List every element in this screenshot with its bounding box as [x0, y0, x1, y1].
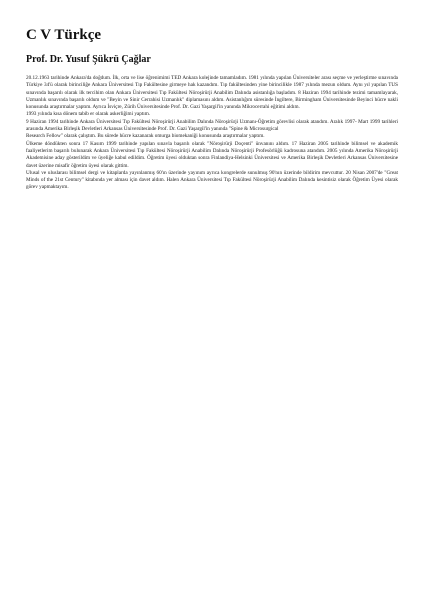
paragraph-research-fellow: Research Fellow" olarak çalıştım. Bu sürede hücre kazanarak omurga biomekaniği konusunda araştırmalar yaptım. — [26, 133, 265, 140]
page-title: C V Türkçe — [26, 27, 102, 43]
paragraph-appointment: 9 Haziran 1994 tarihinde Ankara Üniversitesi Tıp Fakültesi Nöroşirürji Anabilim Dalında Nöroşirürji Uzmanı-Öğretim görevlisi olarak atandım. Aralık 1997- Mart 1999 tarihleri arasında Amerika Birleşik Devletleri Arkansas Üniversitesinde Prof. Dr. Gazi Yaşargil'in yanında "Spine & Microsurgical — [26, 118, 398, 133]
author-name: Prof. Dr. Yusuf Şükrü Çağlar — [26, 54, 151, 65]
paragraph-career: Ülkeme döndükten sonra 17 Kasım 1999 tarihinde yapılan sınavla başarılı olarak "Nöroşirürji Doçenti" ünvanını aldım. 17 Haziran 2005 tarihinde bilimsel ve akademik faaliyetlerim başarılı bulunarak Ankara Üniversitesi Tıp Fakültesi Nöroşirürji Anabilim Dalında Nöroşirürji Profesörlüğü kadrosuna atandım. 2005 yılında Amerika Nöroşirürji Akademisine aday gösterildim ve üyeliğe kabul edildim. Öğretim üyesi olduktan sonra Finlandiya-Helsinki Üniversitesi ve Amerika Birleşik Devletleri Arkansas Üniversitesine davet üzerine misafir öğretim üyesi olarak gittim. — [26, 140, 398, 169]
document-body — [26, 75, 398, 192]
paragraph-education: 20.12.1963 tarihinde Ankara'da doğdum. İlk, orta ve lise öğrenimimi TED Ankara kolejinde tamamladım. 1981 yılında yapılan Üniversiteler arası seçme ve yerleştirme sınavında Türkiye 34'ü olarak birinciliğe Ankara Üniversitesi Tıp Fakültesine girmeye hak kazandım. Tıp fakültesinden yine birincilikle 1987 yılında mezun oldum. Aynı yıl yapılan TUS sınavında başarılı olarak ilk tercihim olan Ankara Üniversitesi Tıp Fakültesi Nöroşirürji Anabilim Dalında asistanlığa başladım. 8 Haziran 1994 tarihinde tezimi tamamlayarak, Uzmanlık sınavında başarılı oldum ve "Beyin ve Sinir Cerrahisi Uzmanlık" diplamasını aldım. Asistanlığım süresinde İngiltere, Birmingham Üniversitesinde Beyinci hücre nakli konusunda araştırmalar yaptım. Ayrıca İsviçre, Zürih Üniversitesinde Prof. Dr. Gazi Yaşargil'in yanında Mikrocerrahi eğitimi aldım. — [26, 75, 398, 111]
paragraph-military: 1993 yılında kısa dönem tabib er olarak askerliğimi yaptım. — [26, 111, 151, 118]
paragraph-publications: Ulusal ve uluslarası bilimsel dergi ve kitaplarda yayınlanmış 60'ın üzerinde yayınım ayrıca kongrelerde sunulmuş 90'nın üzerinde bildirim mevcuttur. 20 Nisan 2007'de "Great Minds of the 21st Century" kitabında yer alması için davet aldım. Halen Ankara Üniversitesi Tıp Fakültesi Nöroşirürji Anabilim Dalında kesintisiz olarak Öğretim Üyesi olarak görev yapmaktayım. — [26, 169, 398, 191]
